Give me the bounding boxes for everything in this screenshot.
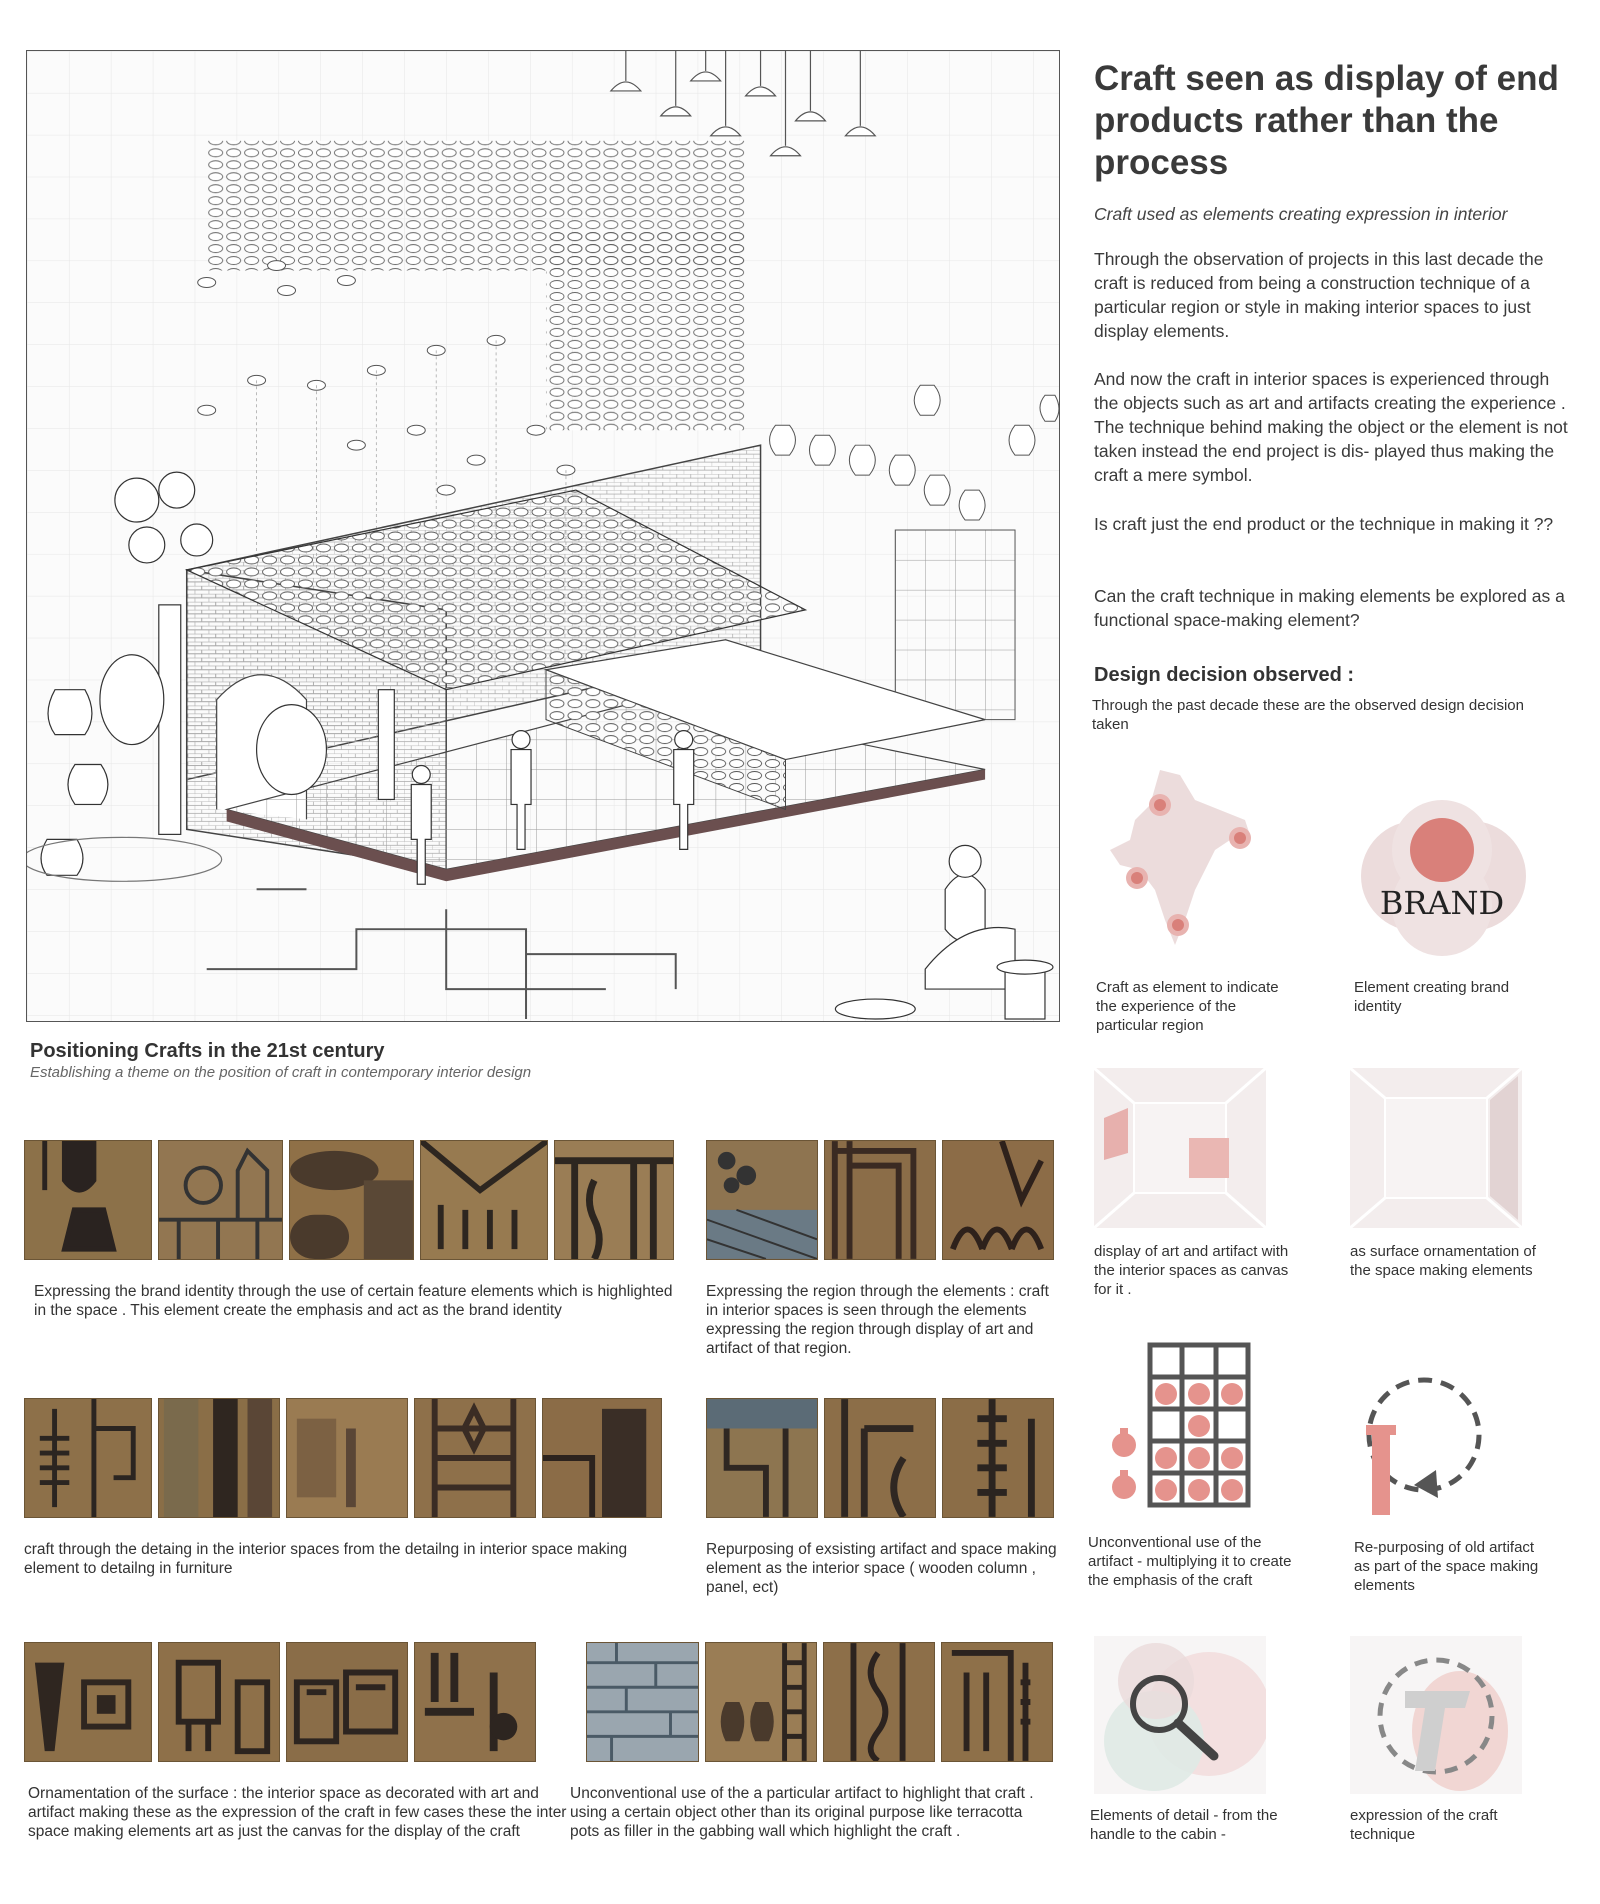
strip-caption-brand: Expressing the brand identity through the use of certain feature elements which is highlighted in the space . This element create the emphasis and act as the brand identity [34, 1283, 673, 1319]
design-decision-title: Design decision observed : [1094, 664, 1355, 686]
paragraph-2: And now the craft in interior spaces is experienced through the objects such as art and artifacts creating the experience . The technique behind making the object or the element is not taken instead the end project is dis- played thus making the craft a mere symbol. [1094, 369, 1568, 485]
thumb-strip-brand [24, 1140, 674, 1260]
thumbnail [705, 1642, 817, 1762]
thumbnail [586, 1642, 699, 1762]
thumbnail [942, 1398, 1054, 1518]
thumb-strip-repurposing [706, 1398, 1054, 1518]
thumbnail [414, 1398, 536, 1518]
paragraph-1: Through the observation of projects in this last decade the craft is reduced from being a construction technique of a particular region or style in making interior spaces to just display elements. [1094, 249, 1544, 341]
caption-canvas: display of art and artifact with the interior spaces as canvas for it . [1094, 1243, 1289, 1298]
brand-icon-text: BRAND [1379, 884, 1505, 922]
thumbnail [542, 1398, 662, 1518]
thumbnail [24, 1642, 152, 1762]
caption-technique: expression of the craft technique [1350, 1807, 1498, 1843]
caption-surface: as surface ornamentation of the space making elements [1350, 1243, 1536, 1279]
thumb-strip-region [706, 1140, 1054, 1260]
repurpose-cycle-icon [1356, 1370, 1528, 1520]
magnifier-detail-icon [1094, 1636, 1266, 1794]
design-decision-subtitle: Through the past decade these are the observed design decision taken [1092, 697, 1524, 733]
axonometric-drawing [26, 50, 1060, 1022]
thumb-strip-detailing [24, 1398, 662, 1518]
thumbnail [554, 1140, 674, 1260]
thumbnail [158, 1140, 283, 1260]
caption-detail: Elements of detail - from the handle to the cabin - [1090, 1807, 1278, 1843]
thumbnail [286, 1398, 408, 1518]
paragraph-3: Is craft just the end product or the technique in making it ?? [1094, 514, 1554, 534]
room-canvas-icon [1094, 1068, 1266, 1228]
thumbnail [158, 1398, 280, 1518]
caption-region: Craft as element to indicate the experience of the particular region [1096, 979, 1279, 1034]
strip-caption-ornamentation: Ornamentation of the surface : the interior space as decorated with art and artifact making these as the expression of the craft in few cases these the inter space making elements art as just the canvas for the display of the craft [28, 1785, 567, 1840]
thumbnail [824, 1398, 936, 1518]
craft-technique-icon [1350, 1636, 1522, 1794]
thumbnail [706, 1398, 818, 1518]
strip-caption-repurposing: Repurposing of exsisting artifact and space making element as the interior space ( wooden column , panel, ect) [706, 1541, 1057, 1596]
thumbnail [24, 1140, 152, 1260]
page-subheading: Craft used as elements creating expression in interior [1094, 204, 1508, 224]
thumbnail [942, 1140, 1054, 1260]
thumbnail [24, 1398, 152, 1518]
strip-caption-region: Expressing the region through the elements : craft in interior spaces is seen through the elements expressing the region through display of art and artifact of that region. [706, 1283, 1049, 1357]
thumbnail [706, 1140, 818, 1260]
brand-icon [1356, 790, 1528, 962]
thumbnail [824, 1140, 936, 1260]
india-map-icon [1100, 760, 1272, 960]
thumbnail [158, 1642, 280, 1762]
strip-caption-detailing: craft through the detaing in the interior spaces from the detailng in interior space making element to detailng in furniture [24, 1541, 628, 1577]
thumbnail [414, 1642, 536, 1762]
pot-grid-icon [1100, 1340, 1272, 1510]
thumbnail [941, 1642, 1053, 1762]
positioning-title: Positioning Crafts in the 21st century [30, 1040, 385, 1062]
thumb-strip-ornamentation [24, 1642, 536, 1762]
caption-repurpose: Re-purposing of old artifact as part of the space making elements [1354, 1539, 1539, 1594]
thumbnail [286, 1642, 408, 1762]
thumb-strip-unconventional [586, 1642, 1053, 1762]
thumbnail [289, 1140, 414, 1260]
thumbnail [420, 1140, 548, 1260]
caption-brand: Element creating brand identity [1354, 979, 1510, 1015]
page-heading: Craft seen as display of end products rather than the process [1094, 59, 1559, 182]
paragraph-4: Can the craft technique in making elements be explored as a functional space-making element? [1094, 586, 1565, 630]
positioning-subtitle: Establishing a theme on the position of craft in contemporary interior design [30, 1064, 532, 1081]
strip-caption-unconventional: Unconventional use of the a particular artifact to highlight that craft . using a certain object other than its original purpose like terracotta pots as filler in the gabbing wall which highlight the craft . [570, 1785, 1034, 1840]
caption-pot-grid: Unconventional use of the artifact - multiplying it to create the emphasis of the craft [1088, 1534, 1292, 1589]
room-surface-icon [1350, 1068, 1522, 1228]
thumbnail [823, 1642, 935, 1762]
